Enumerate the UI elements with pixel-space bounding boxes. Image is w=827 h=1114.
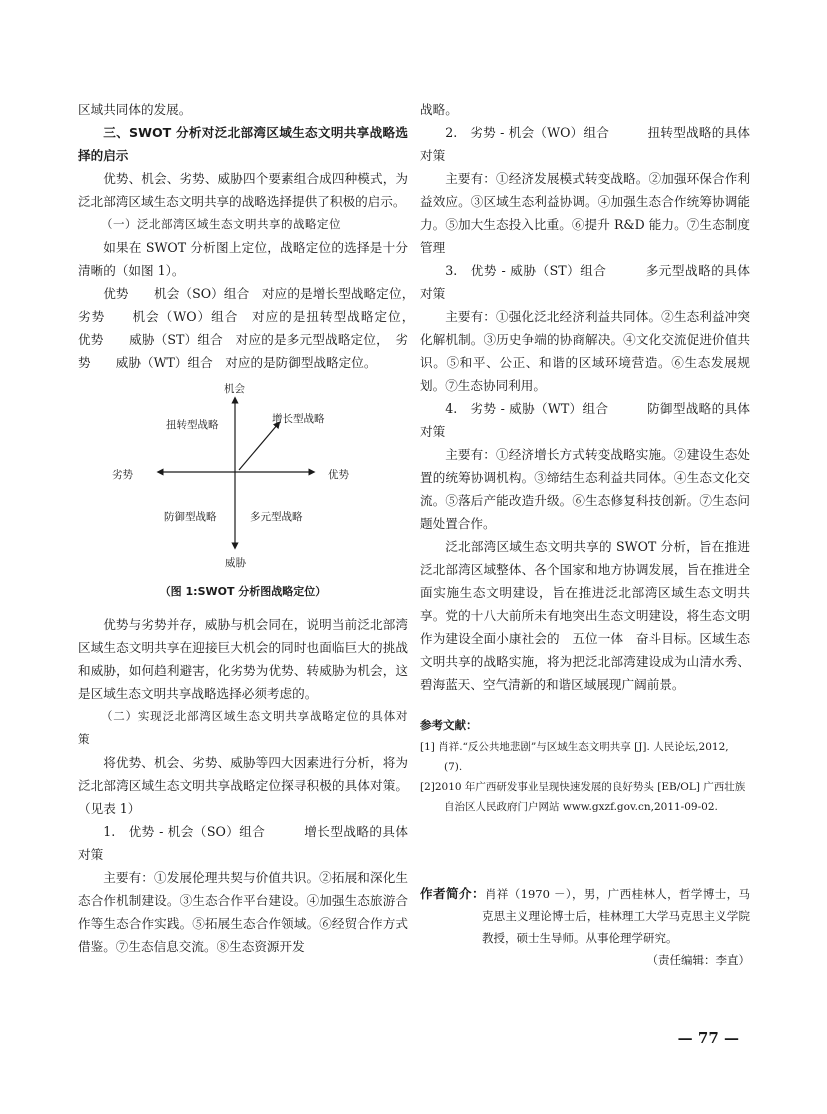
- subsection-heading: （二）实现泛北部湾区域生态文明共享战略定位的具体对策: [78, 709, 408, 746]
- paragraph: 优势 机会（SO）组合 对应的是增长型战略定位， 劣势 机会（WO）组合 对应的是扭转型战略定位， 优势 威胁（ST）组合 对应的是多元型战略定位， 劣势 威胁（WT）组合 对应的是防御型战略定位。: [78, 286, 421, 370]
- paragraph: 区域共同体的发展。: [78, 102, 192, 117]
- author-text: 肖祥（1970 －），男，广西桂林人，哲学博士，马克思主义理论博士后，桂林理工大学马克思主义学院教授，硕士生导师。从事伦理学研究。: [482, 887, 751, 945]
- author-label: 作者简介：: [420, 886, 485, 901]
- list-item-heading: 3. 优势 - 威胁（ST）组合 多元型战略的具体对策: [420, 263, 750, 301]
- paragraph: 优势与劣势并存，威胁与机会同在，说明当前泛北部湾区域生态文明共享在迎接巨大机会的同时也面临巨大的挑战和威胁，如何趋利避害，化劣势为优势、转威胁为机会，这是区域生态文明共享战略选择必须考虑的。: [78, 617, 408, 701]
- paragraph: 主要有：①经济发展模式转变战略。②加强环保合作利益效应。③区域生态利益协调。④加强生态合作统筹协调能力。⑤加大生态投入比重。⑥提升 R&D 能力。⑦生态制度管理: [420, 171, 750, 255]
- paragraph: 泛北部湾区域生态文明共享的 SWOT 分析，旨在推进泛北部湾区域整体、各个国家和地方协调发展，旨在推进全面实施生态文明建设，旨在推进泛北部湾区域生态文明共享。党的十八大前所未有地突出生态文明建设，将生态文明作为建设全面小康社会的 五位一体 奋斗目标。区域生态文明共享的战略实施，将为把泛北部湾建设成为山清水秀、碧海蓝天、空气清新的和谐区域展现广阔前景。: [420, 539, 750, 692]
- paragraph: 优势、机会、劣势、威胁四个要素组合成四种模式，为泛北部湾区域生态文明共享的战略选择提供了积极的启示。: [78, 171, 408, 209]
- section-heading: 三、SWOT 分析对泛北部湾区域生态文明共享战略选择的启示: [78, 125, 408, 163]
- label-opportunity: 机会: [224, 383, 245, 395]
- label-strength: 优势: [328, 469, 349, 481]
- label-growth-strategy: 增长型战略: [272, 413, 325, 425]
- reference-item: [2]2010 年广西研发事业呈现快速发展的良好势头 [EB/OL] 广西壮族自治区人民政府门户网站 www.gxzf.gov.cn,2011-09-02.: [420, 781, 746, 813]
- label-weakness: 劣势: [112, 469, 133, 481]
- author-bio: [420, 883, 750, 971]
- label-diversified-strategy: 多元型战略: [250, 511, 303, 523]
- paragraph: 战略。: [420, 102, 458, 117]
- references-title: 参考文献：: [420, 718, 478, 732]
- paragraph: 如果在 SWOT 分析图上定位，战略定位的选择是十分清晰的（如图 1）。: [78, 240, 408, 278]
- label-defensive-strategy: 防御型战略: [164, 511, 217, 523]
- label-turnaround-strategy: 扭转型战略: [166, 419, 219, 431]
- author-text-block: [420, 883, 750, 949]
- figure-caption: （图 1:SWOT 分析图战略定位）: [159, 585, 327, 598]
- reference-item: [1] 肖祥.“反公共地悲剧”与区域生态文明共享 [J]. 人民论坛,2012, (7).: [420, 741, 729, 773]
- list-item-heading: 1. 优势 - 机会（SO）组合 增长型战略的具体对策: [78, 824, 408, 862]
- right-column: [420, 98, 750, 817]
- page-number: — 77 —: [677, 1029, 739, 1047]
- paragraph: 主要有：①强化泛北经济利益共同体。②生态利益冲突化解机制。③历史争端的协商解决。④文化交流促进价值共识。⑤和平、公正、和谐的区域环境营造。⑥生态发展规划。⑦生态协同利用。: [420, 309, 750, 393]
- editor-note: （责任编辑：李直）: [646, 953, 750, 967]
- left-column: [78, 98, 421, 958]
- paragraph: 主要有：①发展伦理共契与价值共识。②拓展和深化生态合作机制建设。③生态合作平台建设。④加强生态旅游合作等生态合作实践。⑤拓展生态合作领域。⑥经贸合作方式借鉴。⑦生态信息交流。⑧生态资源开发: [78, 870, 408, 954]
- subsection-heading: （一）泛北部湾区域生态文明共享的战略定位: [101, 217, 341, 231]
- swot-figure: [78, 378, 408, 578]
- paragraph: 将优势、机会、劣势、威胁等四大因素进行分析，将为泛北部湾区域生态文明共享战略定位探寻积极的具体对策。（见表 1）: [78, 755, 408, 816]
- paragraph: 主要有：①经济增长方式转变战略实施。②建设生态处置的统筹协调机构。③缔结生态利益共同体。④生态文化交流。⑤落后产能改造升级。⑥生态修复科技创新。⑦生态问题处置合作。: [420, 447, 750, 531]
- list-item-heading: 4. 劣势 - 威胁（WT）组合 防御型战略的具体对策: [420, 401, 750, 439]
- label-threat: 威胁: [225, 557, 246, 569]
- list-item-heading: 2. 劣势 - 机会（WO）组合 扭转型战略的具体对策: [420, 125, 750, 163]
